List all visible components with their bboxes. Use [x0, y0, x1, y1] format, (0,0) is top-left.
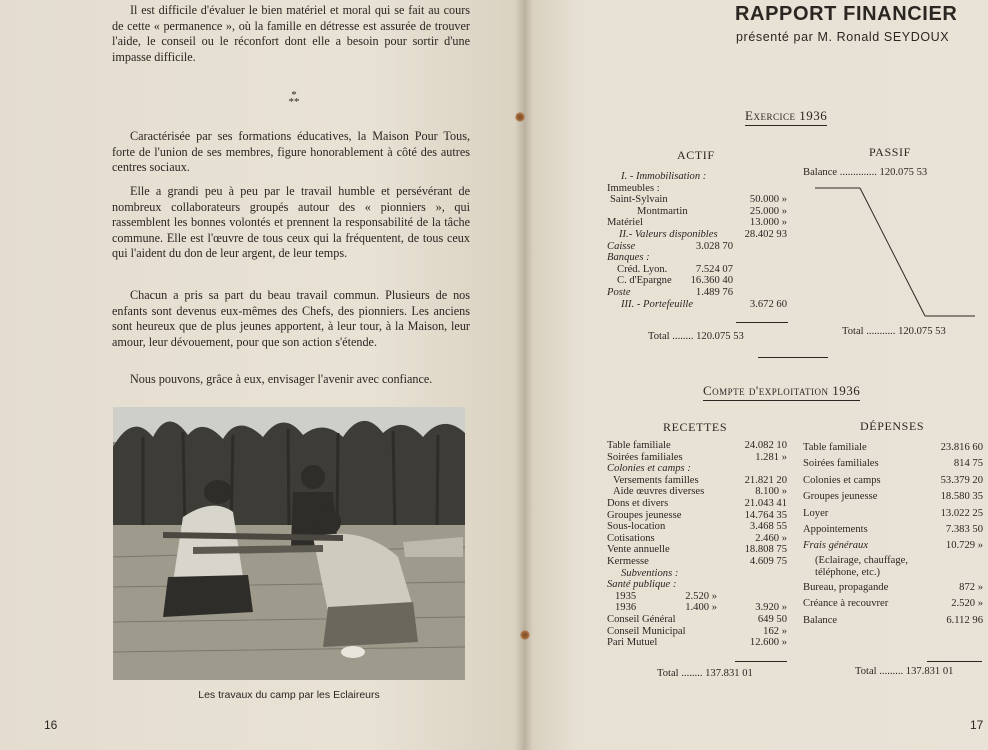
ledger-row [607, 475, 787, 487]
depenses-heading: DÉPENSES [860, 419, 925, 433]
row-label: Table familiale [607, 440, 671, 451]
row-value: 3.920 » [755, 602, 787, 614]
row-label: Subventions : [621, 567, 679, 579]
section-separator [758, 357, 828, 358]
row-value: 3.672 60 [749, 298, 787, 310]
ledger-row [607, 602, 787, 614]
row-label: Versements familles [613, 474, 699, 486]
row-value: 23.816 60 [940, 442, 983, 453]
paragraph-formations: Caractérisée par ses formations éducatives, la Maison Pour Tous, forte de l'union de ses membres, figure honorablement à côté des autres centres sociaux. [112, 129, 470, 175]
actif-heading: ACTIF [677, 148, 715, 162]
depenses-total-rule [927, 661, 982, 662]
row-label: Bureau, propagande [803, 581, 889, 593]
total-dots: ......... [879, 666, 904, 677]
row-label: Conseil Général [607, 613, 676, 625]
row-value: 21.043 41 [744, 497, 787, 509]
row-value: 21.821 20 [744, 474, 787, 486]
row-label: Table familiale [803, 442, 867, 453]
row-subvalue: 16.360 40 [690, 275, 733, 287]
ledger-row [607, 568, 787, 580]
ledger-row [607, 544, 787, 556]
depenses-total-label: Total [855, 666, 877, 677]
row-subvalue: 1.489 76 [695, 286, 733, 298]
ledger-row [607, 486, 787, 498]
passif-total-value: 120.075 53 [898, 326, 946, 337]
balance-dots: .............. [839, 167, 877, 178]
total-dots: ........ [672, 331, 694, 342]
page-number-right: 17 [970, 718, 984, 732]
ledger-row [803, 473, 983, 489]
row-label: Immeubles : [607, 182, 660, 194]
ledger-row [803, 506, 983, 522]
ledger-row [803, 567, 983, 580]
row-value: 10.729 » [945, 540, 983, 552]
row-label: téléphone, etc.) [815, 567, 881, 579]
ledger-row [803, 456, 983, 472]
row-value: 13.000 » [749, 217, 787, 229]
row-value: 1.281 » [755, 451, 787, 463]
row-label: Dons et divers [607, 497, 669, 509]
row-label: Frais généraux [803, 540, 869, 552]
ledger-row [607, 171, 787, 183]
report-subtitle: présenté par M. Ronald SEYDOUX [736, 30, 950, 44]
compte-heading: Compte d'exploitation 1936 [703, 383, 860, 401]
paragraph-avenir: Nous pouvons, grâce à eux, envisager l'avenir avec confiance. [130, 372, 433, 386]
ledger-row [607, 206, 787, 218]
row-label: Colonies et camps : [607, 463, 691, 475]
ledger-row [607, 264, 787, 276]
row-label: Balance [803, 614, 838, 626]
recettes-heading: RECETTES [663, 420, 728, 434]
row-label: Soirées familiales [803, 458, 879, 470]
row-label: Aide œuvres diverses [613, 486, 705, 498]
staple-mark [515, 112, 525, 122]
ledger-row [607, 229, 787, 241]
ledger-row [607, 637, 787, 649]
paragraph-grandi: Elle a grandi peu à peu par le travail humble et persévérant de nombreux collaborateurs groupés autour des « pionniers », qui rassemblent les bonnes volontés et prennent la responsabilité de la tâche commune. Elle est l'œuvre de tous ceux qui la fréquentent, de tous ceux qui l'aident du don de leur argent, de leur temps. [112, 184, 470, 261]
row-value: 12.600 » [749, 637, 787, 649]
row-subvalue: 7.524 07 [695, 263, 733, 275]
depenses-total-row [855, 666, 953, 677]
row-label: Saint-Sylvain [610, 194, 668, 206]
row-label: Créance à recouvrer [803, 598, 889, 610]
ledger-row [607, 521, 787, 533]
actif-table [607, 171, 787, 310]
row-value: 4.609 75 [749, 555, 787, 567]
row-label: Colonies et camps [803, 474, 881, 486]
row-subvalue: 2.520 » [685, 590, 717, 602]
ledger-row [607, 533, 787, 545]
actif-total-label: Total [648, 331, 670, 342]
ledger-row [803, 580, 983, 596]
passif-balance-connector [815, 180, 985, 325]
row-label: (Eclairage, chauffage, [815, 554, 909, 566]
ledger-row [607, 579, 787, 591]
ledger-row [803, 522, 983, 538]
ledger-row [607, 626, 787, 638]
ledger-row [607, 241, 787, 253]
passif-total-label: Total [842, 326, 864, 337]
passif-balance-value: 120.075 53 [879, 167, 928, 178]
row-value: 53.379 20 [940, 474, 983, 486]
ledger-row [607, 183, 787, 195]
ledger-row [607, 556, 787, 568]
row-value: 14.764 35 [744, 509, 787, 521]
row-value: 24.082 10 [744, 440, 787, 451]
ledger-row [803, 489, 983, 505]
row-value: 18.580 35 [940, 491, 983, 503]
recettes-total-value: 137.831 01 [705, 668, 753, 679]
row-label: Banques : [607, 252, 650, 264]
ledger-row [607, 498, 787, 510]
actif-total-row [648, 331, 744, 342]
ledger-row [607, 252, 787, 264]
row-value: 50.000 » [749, 194, 787, 206]
row-value: 814 75 [953, 458, 983, 470]
row-label: Appointements [803, 523, 868, 535]
row-label: Santé publique : [607, 579, 677, 591]
depenses-table [803, 440, 983, 629]
row-label: 1935 [615, 590, 637, 602]
ledger-row [607, 463, 787, 475]
row-value: 3.468 55 [749, 521, 787, 533]
ledger-row [607, 217, 787, 229]
row-label: III. - Portefeuille [621, 298, 694, 310]
row-label: II.- Valeurs disponibles [619, 228, 718, 240]
row-value: 162 » [763, 625, 787, 637]
row-label: Montmartin [637, 205, 688, 217]
row-value: 649 50 [757, 613, 787, 625]
total-dots: ........ [681, 668, 703, 679]
row-value: 8.100 » [755, 486, 787, 498]
ledger-row [607, 452, 787, 464]
recettes-table [607, 440, 787, 649]
row-label: I. - Immobilisation : [621, 171, 707, 182]
row-label: Poste [607, 286, 631, 298]
row-value: 18.808 75 [744, 544, 787, 556]
row-label: C. d'Epargne [617, 275, 672, 287]
ledger-row [803, 440, 983, 456]
actif-total-rule [736, 322, 788, 323]
row-value: 13.022 25 [940, 507, 983, 519]
row-label: Cotisations [607, 532, 655, 544]
asterism-divider: * ** [288, 89, 300, 108]
row-label: Loyer [803, 507, 829, 519]
row-label: Soirées familiales [607, 451, 683, 463]
row-subvalue: 3.028 70 [695, 240, 733, 252]
ledger-row [803, 538, 983, 554]
staple-mark [520, 630, 530, 640]
passif-balance-row [803, 167, 927, 178]
row-value: 7.383 50 [945, 523, 983, 535]
scouts-camp-photo [113, 407, 465, 680]
photo-caption: Les travaux du camp par les Eclaireurs [198, 689, 380, 701]
ledger-row [803, 555, 983, 568]
actif-total-value: 120.075 53 [696, 331, 744, 342]
row-value: 6.112 96 [946, 614, 983, 626]
row-subvalue: 1.400 » [685, 602, 717, 614]
row-label: Caisse [607, 240, 636, 252]
recettes-total-label: Total [657, 668, 679, 679]
ledger-row [607, 275, 787, 287]
row-value: 28.402 93 [744, 228, 787, 240]
photo-illustration [113, 407, 465, 680]
passif-heading: PASSIF [869, 145, 911, 159]
ledger-row [607, 299, 787, 311]
row-value: 2.460 » [755, 532, 787, 544]
exercice-heading: Exercice 1936 [745, 108, 827, 126]
total-dots: ........... [866, 326, 896, 337]
ledger-row [803, 613, 983, 629]
ledger-row [607, 440, 787, 452]
recettes-total-rule [735, 661, 787, 662]
row-label: Créd. Lyon. [617, 263, 668, 275]
row-label: Vente annuelle [607, 544, 670, 556]
passif-total-row [842, 326, 946, 337]
row-label: Groupes jeunesse [607, 509, 682, 521]
row-label: Kermesse [607, 555, 649, 567]
row-label: Matériel [607, 217, 643, 229]
depenses-total-value: 137.831 01 [905, 666, 954, 677]
passif-balance-label: Balance [803, 167, 838, 178]
ledger-row [607, 510, 787, 522]
row-label: Sous-location [607, 521, 666, 533]
row-label: Pari Mutuel [607, 637, 658, 649]
ledger-row [607, 614, 787, 626]
row-value: 25.000 » [749, 205, 787, 217]
ledger-row [607, 287, 787, 299]
row-label: Groupes jeunesse [803, 491, 878, 503]
report-title: RAPPORT FINANCIER [735, 3, 958, 25]
recettes-total-row [657, 668, 753, 679]
row-label: 1936 [615, 602, 637, 614]
page-number-left: 16 [44, 718, 58, 732]
row-value: 872 » [959, 581, 983, 593]
paragraph-travail-commun: Chacun a pris sa part du beau travail commun. Plusieurs de nos enfants sont devenus eux-mêmes des Chefs, des pionniers. Les anciens sont heureux que de plus jeunes apportent, à leur tour, à la Maison, leur amour, leur dévouement, pour que son action s'étende. [112, 288, 470, 349]
ledger-row [607, 591, 787, 603]
ledger-row [607, 194, 787, 206]
row-label: Conseil Municipal [607, 625, 686, 637]
ledger-row [803, 596, 983, 612]
row-value: 2.520 » [951, 598, 983, 610]
paragraph-permanence: Il est difficile d'évaluer le bien matériel et moral qui se fait au cours de cette « permanence », où la famille en détresse est assurée de trouver l'aide, le conseil ou le réconfort dont elle a besoin pour sortir d'une impasse difficile. [112, 3, 470, 64]
